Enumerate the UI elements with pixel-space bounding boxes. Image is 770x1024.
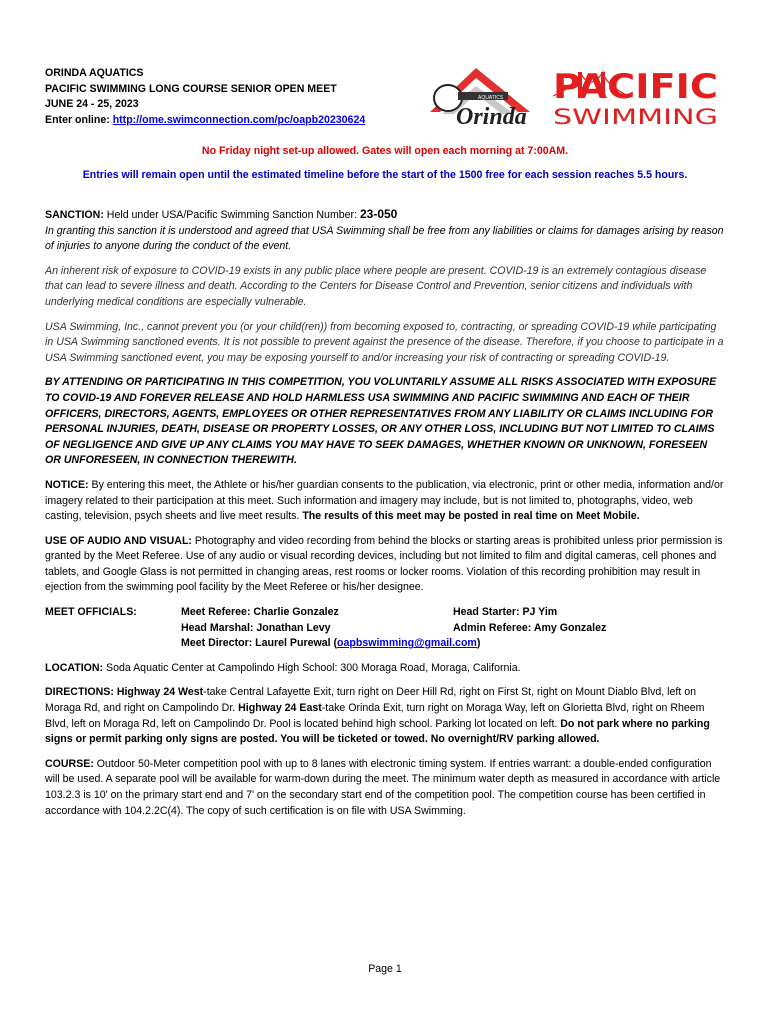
swimming-word: SWIMMING — [553, 105, 718, 129]
sanction-section — [45, 207, 725, 255]
location-text: Soda Aquatic Center at Campolindo High School: 300 Moraga Road, Moraga, California. — [103, 661, 521, 674]
sanction-text: Held under USA/Pacific Swimming Sanction Number: — [103, 209, 360, 221]
document-body — [45, 207, 725, 828]
document-header — [45, 66, 445, 128]
notice-section — [45, 478, 725, 525]
notice-label: NOTICE: — [45, 478, 89, 491]
hw-east: Highway 24 East — [238, 702, 322, 715]
meet-dates: JUNE 24 - 25, 2023 — [45, 98, 139, 111]
course-section — [45, 757, 725, 819]
director-email-link[interactable]: oapbswimming@gmail.com — [337, 637, 477, 650]
location-section — [45, 661, 725, 677]
entry-label: Enter online: — [45, 113, 113, 126]
directions-section — [45, 685, 725, 747]
audio-visual-section — [45, 534, 725, 596]
orinda-logo — [428, 62, 728, 132]
course-label: COURSE: — [45, 757, 94, 770]
page-number: Page 1 — [368, 963, 402, 975]
sanction-disclaimer: In granting this sanction it is understood and agreed that USA Swimming shall be free from any liabilities or claims for damages arising by reason of injuries to anyone during the conduct of the event. — [45, 224, 724, 253]
covid-paragraph-1: An inherent risk of exposure to COVID-19 exists in any public place where people are present. COVID-19 is an extremely contagious disease that can lead to severe illness and death. According to the Centers for Disease Control and Prevention, senior citizens and individuals with underlying medical conditions are especially vulnerable. — [45, 264, 707, 308]
orinda-word: Orinda — [456, 104, 527, 130]
meet-officials — [45, 605, 725, 652]
sanction-number: 23-050 — [359, 207, 398, 221]
entry-link[interactable]: http://ome.swimconnection.com/pc/oapb20230624 — [112, 113, 366, 126]
audio-text: Photography and video recording from behind the blocks or starting areas is prohibited unless prior permission is granted by the Meet Referee. Use of any audio or visual recording devices, including but not limited to film and digital cameras, cell phones and tablets, and Google Glass is not permitted in changing areas, rest rooms or locker rooms. Violation of this recording prohibition may result in ejection from the swimming pool facility by the Meet Referee or his/her designee. — [45, 534, 723, 594]
directions-label: DIRECTIONS: — [45, 686, 117, 699]
location-label: LOCATION: — [45, 661, 104, 674]
course-text: Outdoor 50-Meter competition pool with up to 8 lanes with electronic timing system. If entries warrant: a double-ended configuration will be used. A separate pool will be available for warm-down during the meet. The minimum water depth as measured in accordance with article 103.2.3 is 10' on the primary start end and 7' on the secondary start end of the competition pool. The competition course has been certified in accordance with 104.2.2C(4). The copy of such certification is on file with USA Swimming. — [45, 757, 721, 817]
covid-paragraph-2: USA Swimming, Inc., cannot prevent you (or your child(ren)) from becoming exposed to, contracting, or spreading COVID-19 while participating in USA Swimming sanctioned events. It is not possible to prevent against the presence of the disease. Therefore, if you choose to participate in a USA Swimming sanctioned event, you may be exposing yourself to and/or increasing your risk of contracting or spreading COVID-19. — [45, 320, 724, 364]
meet-director — [181, 636, 653, 652]
head-starter: Head Starter: PJ Yim — [453, 606, 558, 619]
officials-label: MEET OFFICIALS: — [45, 606, 137, 619]
directions-text-2: -take Orinda Exit, turn right on Moraga Way, left on Glorietta Blvd, right on Rheem Blvd, left on Moraga Rd, left on Campolindo Dr. Pool is located behind high school. Parking lot located on left. — [45, 702, 705, 730]
parking-warning: Do not park where no parking signs or permit parking only signs are posted. You will be ticketed or towed. No overnight/RV parking allowed. — [45, 717, 710, 746]
entry-line — [45, 113, 445, 129]
directions-text-1: -take Central Lafayette Exit, turn right on Deer Hill Rd, right on First St, right on Mount Diablo Blvd, left on Moraga Rd, and right on Campolindo Dr. — [45, 686, 697, 715]
head-marshal: Head Marshal: Jonathan Levy — [181, 621, 331, 634]
notice-text: By entering this meet, the Athlete or his/her guardian consents to the publication, via electronic, print or other media, information and/or imagery related to their participation at this meet. Such information and imagery may include, but is not limited to, photographs, video, web casting, television, psych sheets and live meet results. — [45, 478, 724, 523]
orinda-small-text: AQUATICS — [478, 95, 504, 101]
logos — [428, 62, 728, 132]
club-name: ORINDA AQUATICS — [45, 67, 144, 79]
waiver-paragraph: BY ATTENDING OR PARTICIPATING IN THIS COMPETITION, YOU VOLUNTARILY ASSUME ALL RISKS ASSOCIATED WITH EXPOSURE TO COVID-19 AND FOREVER RELEASE AND HOLD HARMLESS USA SWIMMING AND PACIFIC SWIMMING AND EACH OF THEIR OFFICERS, DIRECTORS, AGENTS, EMPLOYEES OR OTHER REPRESENTATIVES FROM ANY LIABILITY OR CLAIMS INCLUDING FOR PERSONAL INJURIES, DEATH, DISEASE OR PROPERTY LOSSES, OR ANY OTHER LOSS, INCLUDING BUT NOT LIMITED TO CLAIMS OF NEGLIGENCE AND GIVE UP ANY CLAIMS YOU MAY HAVE TO SEEK DAMAGES, WHETHER KNOWN OR UNKNOWN, FORESEEN OR UNFORESEEN, IN CONNECTION THEREWITH. — [45, 376, 717, 467]
director-close: ) — [476, 637, 481, 650]
setup-notice: No Friday night set-up allowed. Gates will open each morning at 7:00AM. — [201, 145, 569, 157]
meet-referee: Meet Referee: Charlie Gonzalez — [181, 606, 339, 619]
meet-title: PACIFIC SWIMMING LONG COURSE SENIOR OPEN MEET — [45, 82, 337, 95]
admin-referee: Admin Referee: Amy Gonzalez — [453, 621, 607, 634]
audio-label: USE OF AUDIO AND VISUAL: — [45, 534, 192, 547]
director-name: Meet Director: Laurel Purewal ( — [181, 637, 338, 650]
notice-bold: The results of this meet may be posted in real time on Meet Mobile. — [302, 510, 640, 523]
hw-west: Highway 24 West — [116, 686, 204, 699]
entries-notice: Entries will remain open until the estimated timeline before the start of the 1500 free for each session reaches 5.5 hours. — [82, 169, 688, 181]
sanction-label: SANCTION: — [45, 209, 104, 221]
pacific-word: PACIFIC — [553, 67, 718, 107]
